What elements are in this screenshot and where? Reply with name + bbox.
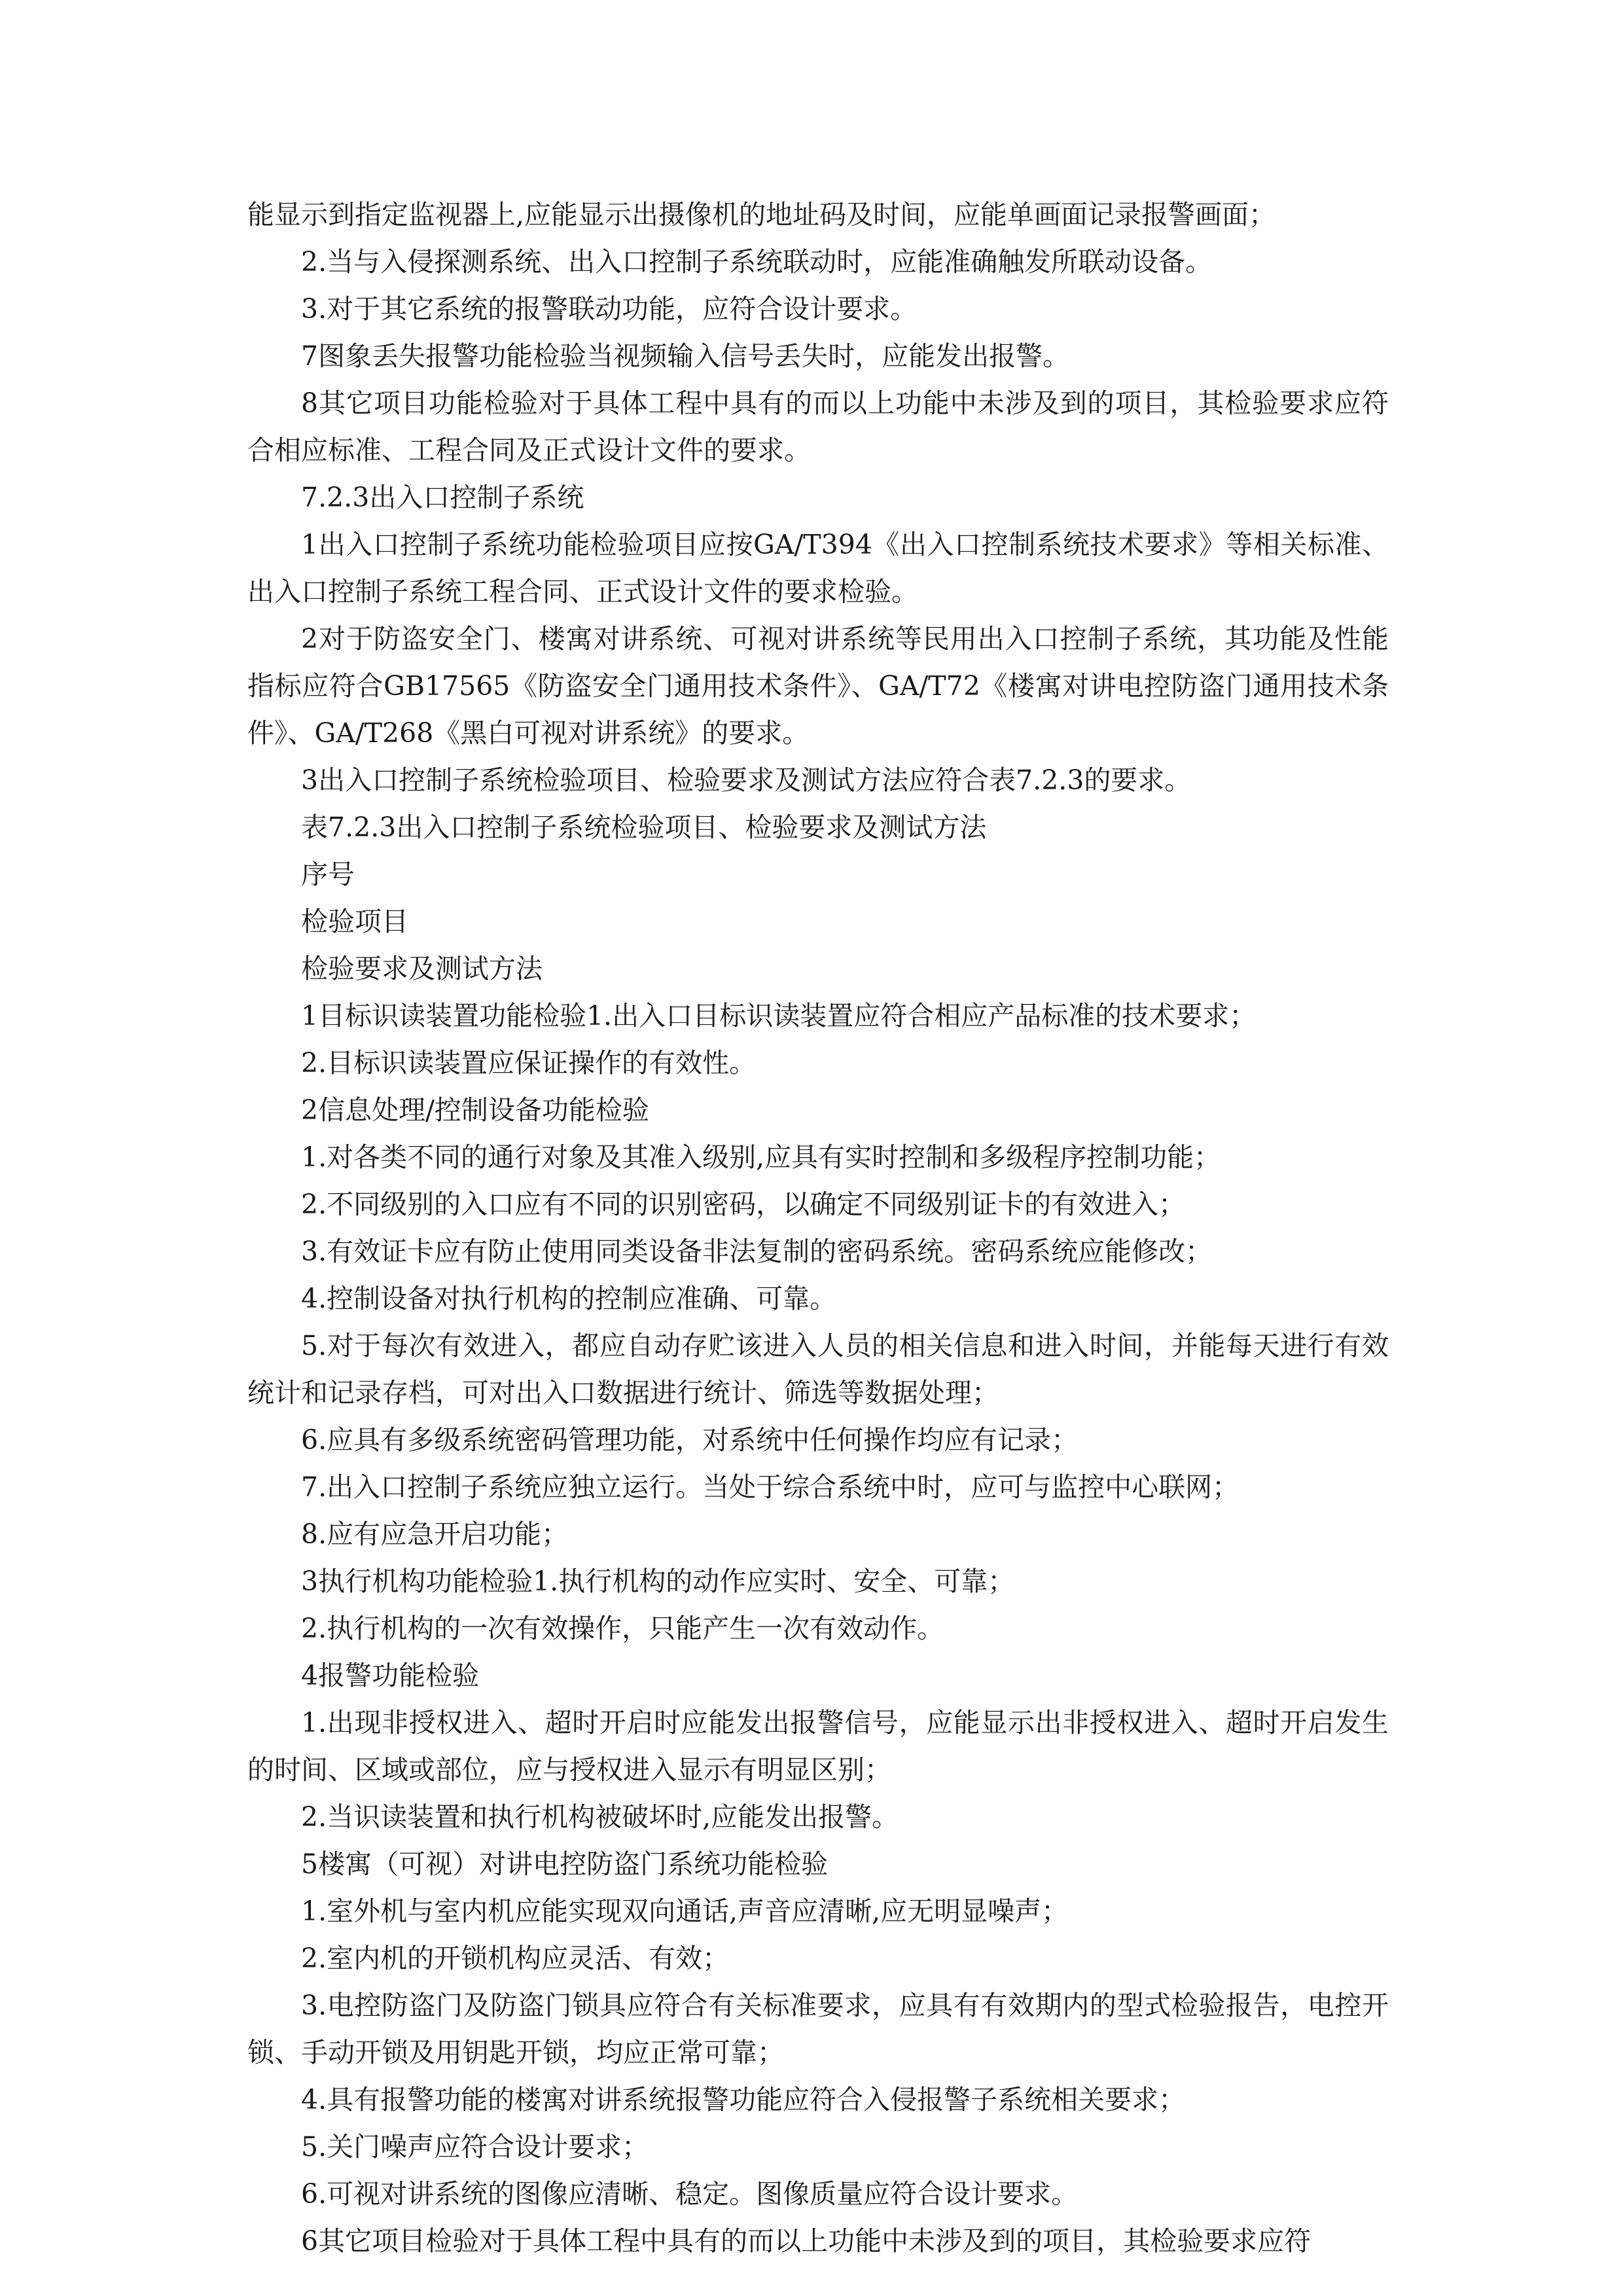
paragraph: 4报警功能检验 [301, 1660, 480, 1691]
paragraph: 7.出入口控制子系统应独立运行。当处于综合系统中时，应可与监控中心联网； [301, 1471, 1240, 1503]
paragraph: 6.应具有多级系统密码管理功能，对系统中任何操作均应有记录； [301, 1424, 1079, 1456]
paragraph: 2.执行机构的一次有效操作，只能产生一次有效动作。 [301, 1613, 944, 1644]
paragraph: 2.目标识读装置应保证操作的有效性。 [301, 1047, 757, 1079]
paragraph: 3.电控防盗门及防盗门锁具应符合有关标准要求，应具有有效期内的型式检验报告，电控开锁、手动开锁及用钥匙开锁，均应正常可靠； [247, 1990, 1389, 2068]
paragraph: 5.关门噪声应符合设计要求； [301, 2131, 649, 2162]
paragraph: 8其它项目功能检验对于具体工程中具有的而以上功能中未涉及到的项目，其检验要求应符合相应标准、工程合同及正式设计文件的要求。 [247, 387, 1389, 466]
paragraph: 2.当与入侵探测系统、出入口控制子系统联动时，应能准确触发所联动设备。 [301, 246, 1213, 278]
paragraph: 1目标识读装置功能检验1.出入口目标识读装置应符合相应产品标准的技术要求； [301, 1000, 1257, 1031]
paragraph: 7图象丢失报警功能检验当视频输入信号丢失时，应能发出报警。 [301, 340, 1070, 372]
paragraph: 7.2.3出入口控制子系统 [301, 482, 584, 513]
paragraph: 3出入口控制子系统检验项目、检验要求及测试方法应符合表7.2.3的要求。 [301, 764, 1192, 796]
paragraph: 2信息处理/控制设备功能检验 [301, 1094, 649, 1126]
paragraph: 检验要求及测试方法 [301, 953, 543, 984]
paragraph: 检验项目 [301, 906, 408, 937]
paragraph: 序号 [301, 859, 355, 890]
paragraph: 1出入口控制子系统功能检验项目应按GA/T394《出入口控制系统技术要求》等相关标准、出入口控制子系统工程合同、正式设计文件的要求检验。 [247, 529, 1389, 607]
paragraph: 2对于防盗安全门、楼寓对讲系统、可视对讲系统等民用出入口控制子系统，其功能及性能指标应符合GB17565《防盗安全门通用技术条件》、GA/T72《楼寓对讲电控防盗门通用技术条件》、GA/T268《黑白可视对讲系统》的要求。 [247, 623, 1389, 749]
paragraph: 4.具有报警功能的楼寓对讲系统报警功能应符合入侵报警子系统相关要求； [301, 2084, 1186, 2115]
document-body [247, 191, 1389, 2265]
paragraph: 2.室内机的开锁机构应灵活、有效； [301, 1943, 730, 1974]
paragraph: 3执行机构功能检验1.执行机构的动作应实时、安全、可靠； [301, 1566, 1015, 1597]
paragraph: 8.应有应急开启功能； [301, 1518, 569, 1550]
paragraph: 1.室外机与室内机应能实现双向通话,声音应清晰,应无明显噪声； [301, 1895, 1069, 1927]
paragraph: 5楼寓（可视）对讲电控防盗门系统功能检验 [301, 1848, 829, 1880]
paragraph: 6其它项目检验对于具体工程中具有的而以上功能中未涉及到的项目，其检验要求应符 [301, 2225, 1311, 2257]
paragraph: 3.有效证卡应有防止使用同类设备非法复制的密码系统。密码系统应能修改； [301, 1236, 1213, 1267]
paragraph: 2.不同级别的入口应有不同的识别密码，以确定不同级别证卡的有效进入； [301, 1189, 1186, 1220]
paragraph: 1.出现非授权进入、超时开启时应能发出报警信号，应能显示出非授权进入、超时开启发生的时间、区域或部位，应与授权进入显示有明显区别； [247, 1707, 1389, 1785]
paragraph: 能显示到指定监视器上,应能显示出摄像机的地址码及时间，应能单画面记录报警画面； [247, 199, 1276, 230]
paragraph: 表7.2.3出入口控制子系统检验项目、检验要求及测试方法 [301, 812, 987, 843]
paragraph: 2.当识读装置和执行机构被破坏时,应能发出报警。 [301, 1801, 899, 1833]
paragraph: 1.对各类不同的通行对象及其准入级别,应具有实时控制和多级程序控制功能； [301, 1141, 1221, 1173]
paragraph: 6.可视对讲系统的图像应清晰、稳定。图像质量应符合设计要求。 [301, 2178, 1079, 2210]
paragraph: 3.对于其它系统的报警联动功能，应符合设计要求。 [301, 293, 918, 325]
paragraph: 4.控制设备对执行机构的控制应准确、可靠。 [301, 1283, 837, 1314]
paragraph: 5.对于每次有效进入，都应自动存贮该进入人员的相关信息和进入时间，并能每天进行有效统计和记录存档，可对出入口数据进行统计、筛选等数据处理； [247, 1330, 1389, 1408]
